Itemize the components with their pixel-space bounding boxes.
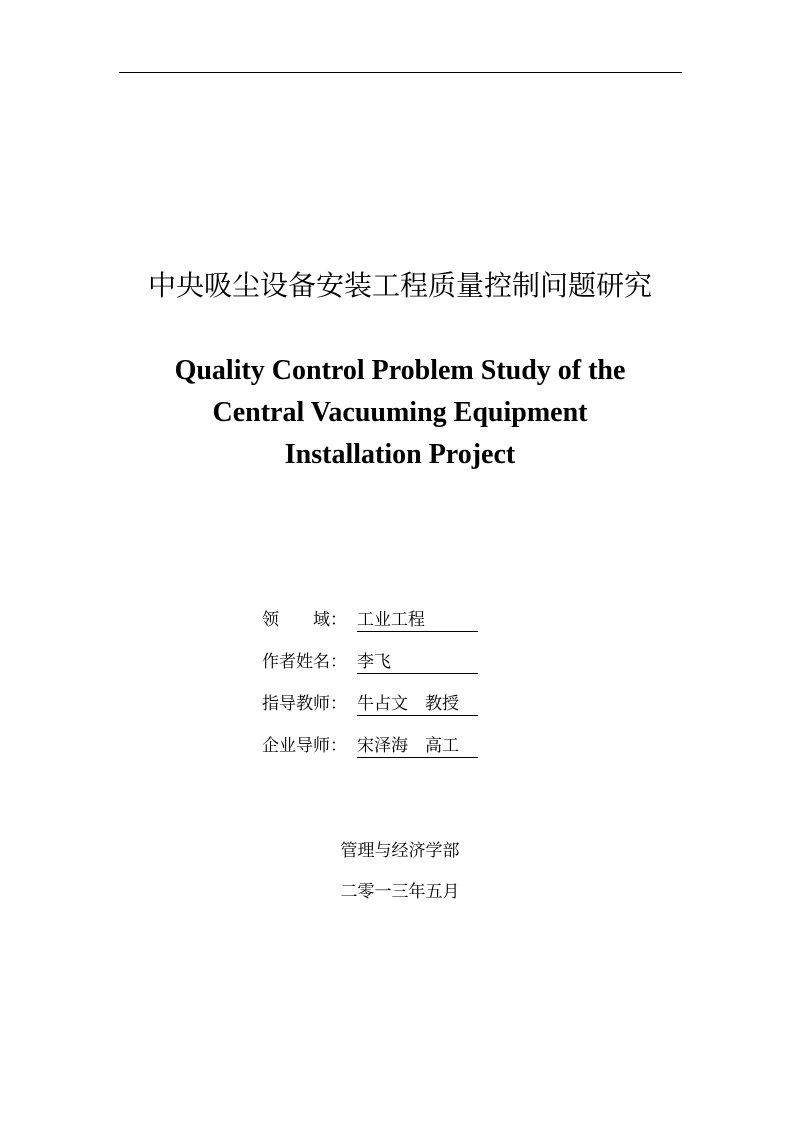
chinese-title: 中央吸尘设备安装工程质量控制问题研究 — [147, 269, 652, 302]
date: 二零一三年五月 — [340, 882, 460, 902]
enterprise-advisor-label: 企业导师： — [262, 736, 347, 756]
field-label: 领 域： — [262, 610, 347, 630]
advisor-value: 牛占文 教授 — [357, 688, 478, 716]
english-title-line-3: Installation Project — [284, 439, 516, 470]
field-row — [262, 604, 502, 646]
english-title-line-2: Central Vacuuming Equipment — [212, 397, 588, 428]
department: 管理与经济学部 — [340, 841, 460, 861]
enterprise-advisor-value: 宋泽海 高工 — [357, 730, 478, 758]
author-label: 作者姓名： — [262, 652, 347, 672]
advisor-row — [262, 688, 502, 730]
thesis-info — [262, 604, 502, 772]
field-value: 工业工程 — [357, 604, 478, 632]
top-rule — [119, 72, 682, 73]
english-title — [0, 350, 800, 476]
enterprise-advisor-row — [262, 730, 502, 772]
author-row — [262, 646, 502, 688]
advisor-label: 指导教师： — [262, 694, 347, 714]
english-title-line-1: Quality Control Problem Study of the — [174, 355, 626, 386]
author-value: 李飞 — [357, 646, 478, 674]
